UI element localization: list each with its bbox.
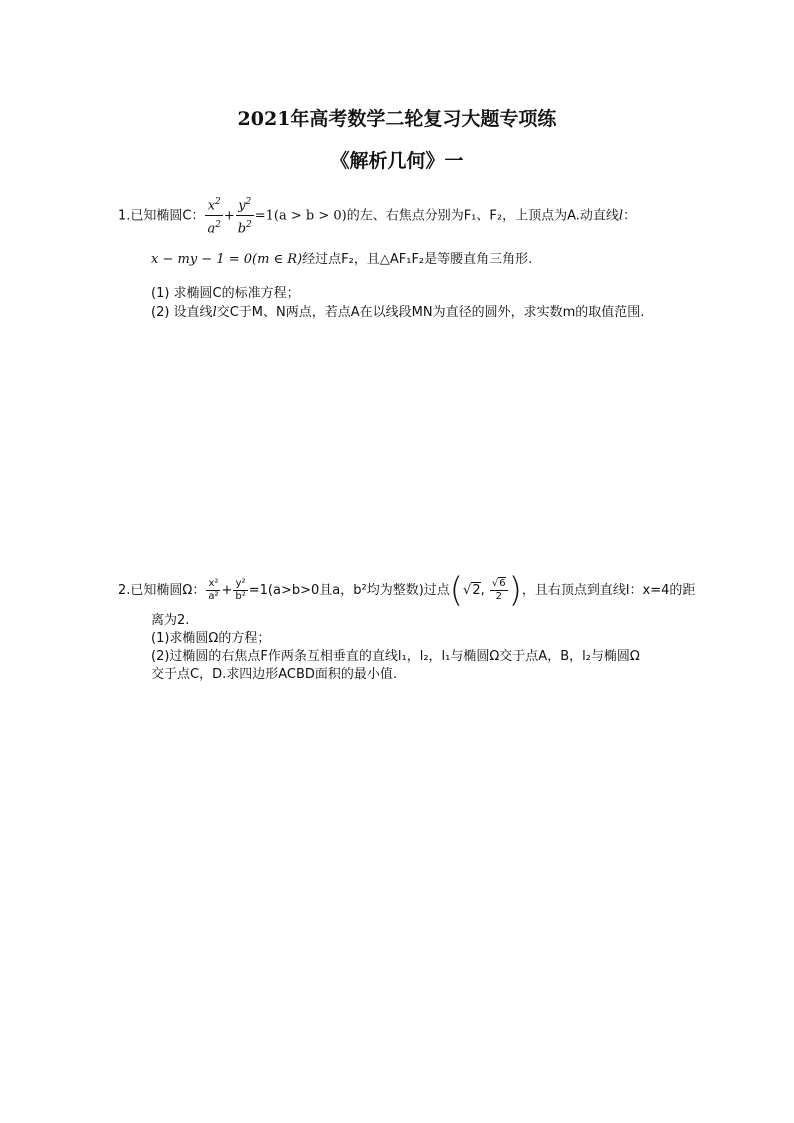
problem2-lead: 已知椭圆Ω：: [130, 583, 206, 598]
problem1-lead: 已知椭圆C：: [130, 208, 205, 224]
problem2-question2-line1: (2)过椭圆的右焦点F作两条互相垂直的直线l₁，l₂，l₁与椭圆Ω交于点A，B，l₂与椭圆Ω: [151, 649, 640, 664]
problem2-question1: (1)求椭圆Ω的方程；: [151, 631, 271, 646]
document-title: 2021年高考数学二轮复习大题专项练: [237, 108, 557, 130]
problem1-condition: 经过点F₂，且△AF₁F₂是等腰直角三角形.: [302, 252, 533, 267]
problem1-fraction-y: $\frac{y^2}{b^2}$: [236, 193, 254, 239]
problem1-foci-text: 的左、右焦点分别为F₁、F₂，上顶点为A.动直线: [346, 208, 619, 224]
problem2-fraction-y: $\frac{\text{y²}}{\text{b²}}$: [235, 578, 246, 602]
problem1-statement-line2: [151, 251, 532, 269]
problem2-fraction-x: $\frac{\text{x²}}{\text{a²}}$: [208, 578, 219, 602]
problem2-distance-text: ，且右顶点到直线l：x=4的距: [521, 583, 696, 598]
problem2-question2-line2: 交于点C，D.求四边形ACBD面积的最小值.: [151, 667, 398, 682]
problem1-line-equation: x − my − 1 = 0(m ∈ R): [151, 252, 303, 267]
problem2-condition: =1(a>b>0且a，b²均为整数)过点: [248, 583, 450, 598]
problem1-number: 1.: [118, 208, 131, 224]
problem1-question2: (2) 设直线l交C于M、N两点，若点A在以线段MN为直径的圆外，求实数m的取值范围.: [151, 305, 645, 320]
problem1-line-variable: l: [618, 208, 624, 224]
problem1-fraction-x: $\frac{x^2}{a^2}$: [205, 193, 222, 239]
problem2-point: √2, $\frac{√6}{2}$: [463, 578, 506, 602]
problem1-colon: ：: [623, 208, 637, 224]
problem1-question1: (1) 求椭圆C的标准方程；: [151, 286, 300, 301]
problem2-statement-line2: 离为2.: [151, 613, 190, 628]
problem2-statement-line1: 2.已知椭圆Ω： $\frac{\text{x²}}{\text{a²}}$ + $\frac{\text{y²}}{\text{b²}}$ =1(a>b>0且a，b²均为整数)过点(√2, $\frac{√6}{2}$ )，且右顶点到直线l：x=4的距: [118, 570, 696, 611]
document-subtitle: 《解析几何》一: [330, 150, 464, 172]
problem1-statement-line1: 1.已知椭圆C： $\frac{x^2}{a^2}$ + $\frac{y^2}{b^2}$ =1(a > b > 0)的左、右焦点分别为F₁、F₂，上顶点为A.动直线l：: [118, 193, 636, 239]
problem1-equation-rhs: =1(a > b > 0): [254, 208, 347, 224]
problem2-number: 2.: [118, 583, 131, 598]
